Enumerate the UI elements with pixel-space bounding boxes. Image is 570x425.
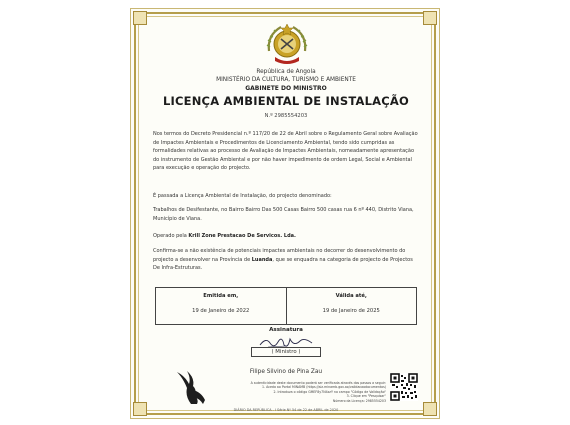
license-certificate (130, 8, 440, 419)
minister-role-box: ( Ministro ) (251, 347, 321, 357)
document-title: LICENÇA AMBIENTAL DE INSTALAÇÃO (163, 94, 409, 108)
verification-line: Número da Licença: 2985554203 (332, 398, 386, 403)
qr-code-icon[interactable] (390, 373, 418, 401)
verification-line: A autenticidade deste documento poderá ser verificada através dos passos a seguir: (250, 381, 386, 385)
footer-reference: DIÁRIO DA REPÚBLICA - I Série Nº 54 de 22 de ABRIL de 2020 (233, 408, 339, 412)
issued-date: 19 de Janeiro de 2022 (192, 308, 250, 314)
corner-ornament (423, 11, 437, 25)
province-name: Luanda (251, 256, 273, 263)
verification-line: 1. Aceda ao Portal MINAMB (https://siz.minamb.gov.ao/validacaodocumentos) (262, 385, 386, 390)
ministry-name: MINISTÉRIO DA CULTURA, TURISMO E AMBIENTE (216, 77, 356, 83)
cabinet-name: GABINETE DO MINISTRO (245, 85, 327, 92)
operator-name: Krill Zone Prestacao De Servicos. Lda. (188, 233, 296, 239)
legal-basis-paragraph: Nos termos do Decreto Presidencial n.º 117/20 de 22 de Abril sobre o Regulamento Geral sobre Avaliação de Impactes Ambientais e Procedimentos de Licenciamento Ambiental, tendo sido cumpridas as formalidades relativas ao processo de Avaliação de Impactes Ambientais, nomeadamente apresentação do instrumento de Gestão Ambiental e por não haver impedimento de ordem Legal, Social e Ambiental para execução e operação do projecto. (153, 131, 418, 171)
corner-ornament (133, 11, 147, 25)
issued-cell (156, 288, 286, 324)
dates-table (155, 287, 417, 325)
verification-instructions (226, 381, 386, 403)
project-description: Trabalhos de Desifestante, no Bairro Bairro Das 500 Casas Bairro 500 casas rua 6 nº 440, Distrito Viana, Município de Viana. (153, 207, 414, 222)
valid-date: 19 de Janeiro de 2025 (322, 308, 380, 314)
issuance-paragraph: É passada a Licença Ambiental de Instalação, do projecto denominado: (153, 193, 332, 199)
valid-cell (286, 288, 417, 324)
verification-line: 3. Clique em "Pesquisar" (346, 394, 386, 399)
confirmation-text-a: Confirma-se a não existência de potenciais impactes ambientais no decorrer do desenvolvimento do projecto a desenvolver na Província de (153, 248, 406, 263)
palanca-negra-antelope-icon (173, 370, 211, 406)
republic-name: República de Angola (256, 69, 316, 75)
signer-name: Filipe Silvino de Pina Zau (249, 369, 323, 375)
confirmation-text-b: , que se enquadra na categoria de projecto de Projectos De Infra-Estruturas. (153, 256, 413, 271)
issued-label: Emitida em, (203, 293, 239, 299)
confirmation-paragraph (153, 247, 421, 273)
signature-label: Assinatura (269, 327, 303, 333)
angola-coat-of-arms-icon (263, 21, 311, 67)
operator-prefix: Operado pela (153, 233, 189, 239)
operator-paragraph (153, 232, 421, 241)
license-number: N.º 2985554203 (264, 113, 308, 119)
valid-label: Válida até, (335, 293, 367, 299)
verification-line: 2. Introduza o código GMEF8y7N4zzY no campo "Código de Validação" (273, 389, 386, 394)
